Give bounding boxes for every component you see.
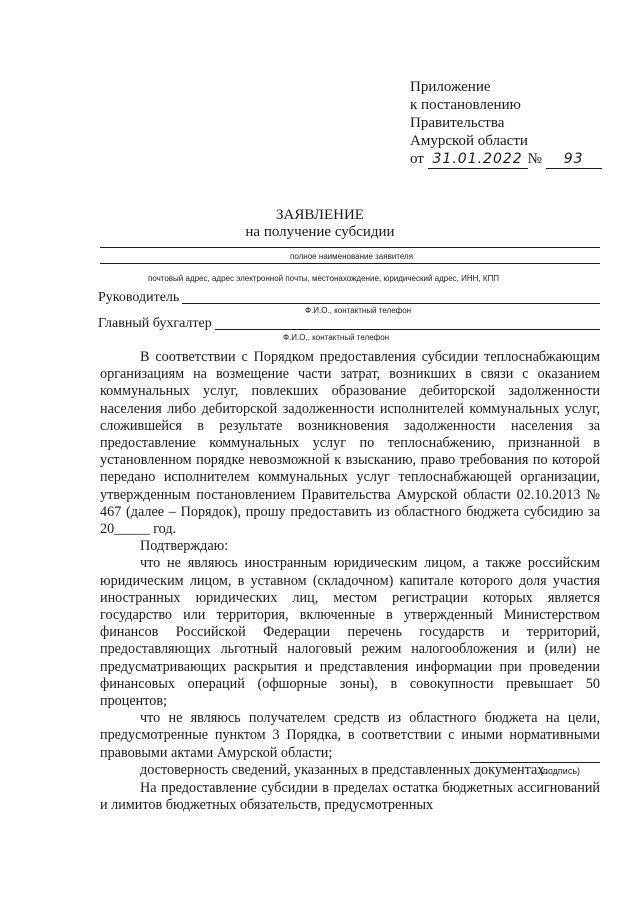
annex-line-1: Приложение <box>410 79 491 95</box>
head-line <box>182 303 600 304</box>
annex-block <box>410 78 602 169</box>
accountant-caption: Ф.И.О., контактный телефон <box>283 333 390 342</box>
annex-date-line <box>410 150 602 169</box>
document-subtitle: на получение субсидии <box>245 224 395 240</box>
annex-line-2: к постановлению <box>410 97 521 113</box>
confirm-item-2: что не являюсь получателем средств из областного бюджета на цели, предусмотренные пунктом 3 Порядка, в соответствии с иными нормативными правовыми актами Амурской области; <box>100 710 600 761</box>
annex-number-prefix: № <box>527 151 542 167</box>
confirm-item-3: достоверность сведений, указанных в представленных документах. <box>140 761 548 778</box>
annex-line-4: Амурской области <box>410 133 528 149</box>
annex-number: 93 <box>546 150 602 169</box>
body-text <box>100 349 600 779</box>
consent-paragraph: На предоставление субсидии в пределах остатка бюджетных ассигнований и лимитов бюджетных обязательств, предусмотренных <box>100 780 600 814</box>
head-caption: Ф.И.О., контактный телефон <box>305 306 412 315</box>
request-paragraph: В соответствии с Порядком предоставления субсидии теплоснабжающим организациям на возмещение части затрат, возникших в связи с оказанием коммунальных услуг, повлекших образование дебиторской задолженности населения либо дебиторской задолженности исполнителей коммунальных услуг, сложившейся в результате возникновения задолженности населения за предоставление коммунальных услуг по теплоснабжению, признанной в установленном порядке невозможной к взысканию, право требования по которой передано исполнителем коммунальных услуг теплоснабжающей организации, утвержденным постановлением Правительства Амурской области 02.10.2013 № 467 (далее – Порядок), прошу предоставить из областного бюджета субсидию за 20_____ год. <box>100 349 600 538</box>
document-title: ЗАЯВЛЕНИЕ <box>276 207 364 223</box>
signature-caption: (подпись) <box>540 766 581 776</box>
annex-date: 31.01.2022 <box>428 150 528 169</box>
annex-line-3: Правительства <box>410 115 505 131</box>
accountant-label: Главный бухгалтер <box>98 316 212 331</box>
full-name-line <box>100 247 600 248</box>
confirm-item-1: что не являюсь иностранным юридическим лицом, а также российским юридическим лицом, в уставном (складочном) капитале которого доля участия иностранных юридических лиц, местом регистрации которых является государство или территория, включенные в утвержденный Министерством финансов Российской Федерации перечень государств и территорий, предоставляющих льготный налоговый режим налогообложения и (или) не предусматривающих раскрытия и представления информации при проведении финансовых операций (офшорные зоны), в совокупности превышает 50 процентов; <box>100 555 600 710</box>
accountant-line <box>215 329 600 330</box>
signature-line <box>470 762 600 763</box>
address-caption: почтовый адрес, адрес электронной почты, местонахождение, юридический адрес, ИНН, КПП <box>148 274 500 283</box>
body-text-2 <box>100 780 600 814</box>
annex-date-prefix: от <box>410 151 424 167</box>
full-name-caption: полное наименование заявителя <box>290 252 414 261</box>
full-name-line-2 <box>100 263 600 264</box>
head-label: Руководитель <box>98 290 180 305</box>
confirm-heading: Подтверждаю: <box>140 538 229 555</box>
